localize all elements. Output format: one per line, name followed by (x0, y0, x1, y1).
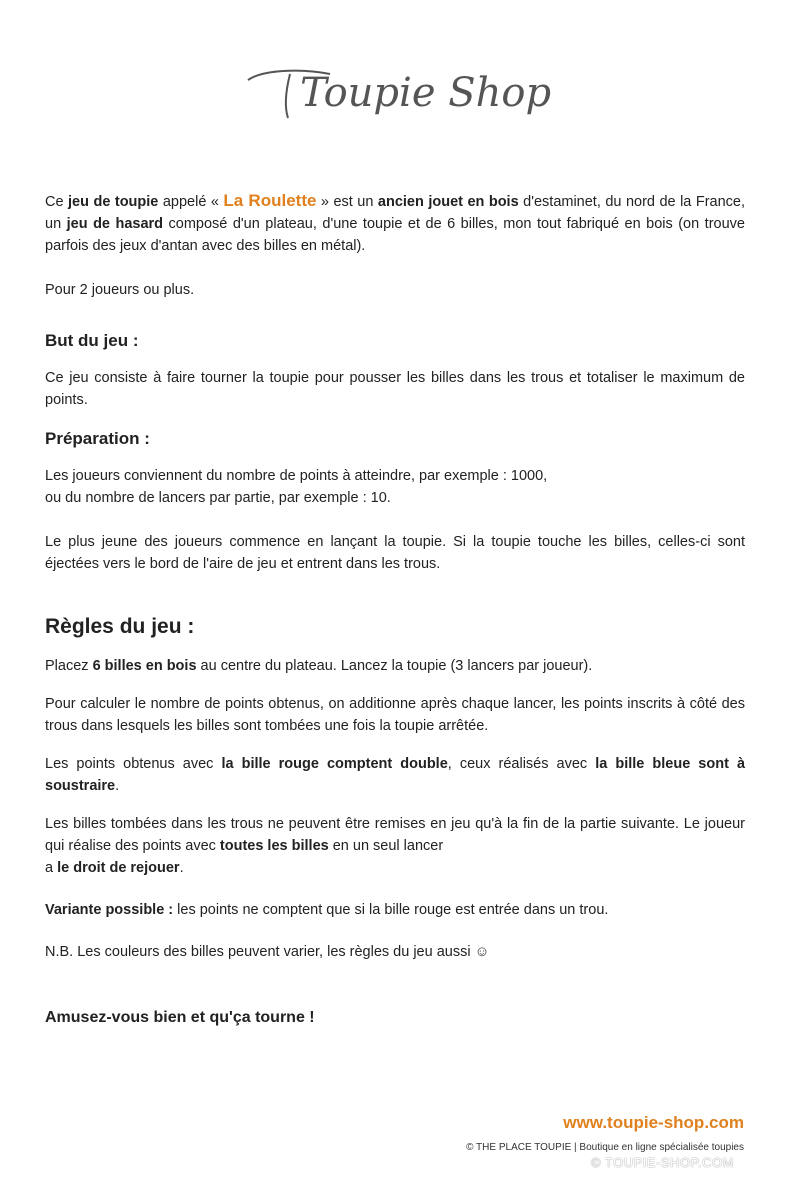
logo-wordmark: Toupie Shop (300, 70, 552, 116)
footer-website-link[interactable]: www.toupie-shop.com (563, 1113, 744, 1132)
rule-2: Pour calculer le nombre de points obtenus, on additionne après chaque lancer, les points inscrits à côté des trous dans lesquels les billes sont tombées une fois la toupie arrêtée. (45, 696, 745, 734)
but-text: Ce jeu consiste à faire tourner la toupie pour pousser les billes dans les trous et totaliser le maximum de points. (45, 370, 745, 408)
rule-1: Placez 6 billes en bois au centre du plateau. Lancez la toupie (3 lancers par joueur). (45, 658, 593, 674)
watermark: © TOUPIE-SHOP.COM (590, 1155, 734, 1170)
variant: Variante possible : les points ne comptent que si la bille rouge est entrée dans un trou. (45, 902, 609, 918)
footer-copyright: © THE PLACE TOUPIE | Boutique en ligne spécialisée toupies (466, 1142, 744, 1153)
rules-title: Règles du jeu : (45, 615, 195, 638)
document-body (45, 190, 745, 1029)
closing-line: Amusez-vous bien et qu'ça tourne ! (45, 1009, 315, 1026)
players-count: Pour 2 joueurs ou plus. (45, 282, 195, 298)
prep-title: Préparation : (45, 429, 150, 448)
rule-3: Les points obtenus avec la bille rouge comptent double, ceux réalisés avec la bille bleue sont à soustraire. (45, 756, 746, 794)
nb-note: N.B. Les couleurs des billes peuvent varier, les règles du jeu aussi ☺ (45, 944, 490, 960)
prep-line-1: Les joueurs conviennent du nombre de points à atteindre, par exemple : 1000, (45, 468, 548, 484)
rule-4: Les billes tombées dans les trous ne peuvent être remises en jeu qu'à la fin de la partie suivante. Le joueur qui réalise des points avec toutes les billes en un seul lancer a le droit de rejouer. (45, 816, 745, 876)
game-name: La Roulette (223, 191, 317, 210)
intro-paragraph: Ce jeu de toupie appelé « La Roulette » est un ancien jouet en bois d'estaminet, du nord de la France, un jeu de hasard composé d'un plateau, d'une toupie et de 6 billes, mon tout fabriqué en bois (on trouve parfois des jeux d'antan avec des billes en métal). (45, 191, 745, 254)
toupie-shop-logo (0, 30, 800, 120)
prep-line-2: ou du nombre de lancers par partie, par exemple : 10. (45, 490, 391, 506)
prep-text: Le plus jeune des joueurs commence en lançant la toupie. Si la toupie touche les billes, celles-ci sont éjectées vers le bord de l'aire de jeu et entrent dans les trous. (45, 534, 745, 572)
but-title: But du jeu : (45, 331, 139, 350)
